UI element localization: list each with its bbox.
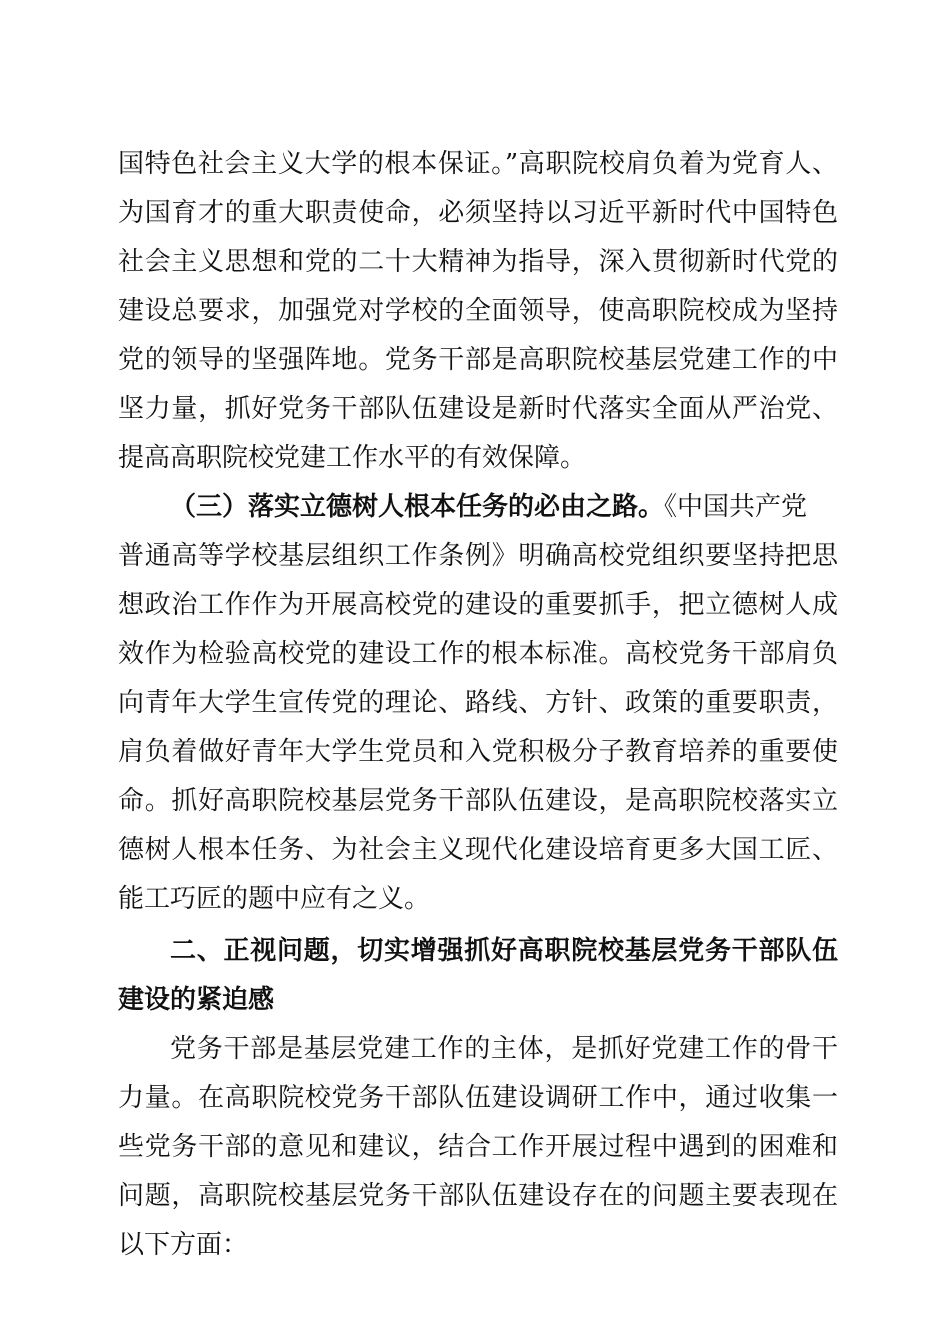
heading-line: 二、正视问题，切实增强抓好高职院校基层党务干部队伍 (170, 936, 838, 966)
text-line: 党的领导的坚强阵地。党务干部是高职院校基层党建工作的中 (118, 345, 838, 375)
paragraph-lead: （三）落实立德树人根本任务的必由之路。 (170, 492, 665, 522)
text-line (170, 485, 838, 529)
text-line: 普通高等学校基层组织工作条例》明确高校党组织要坚持把思 (118, 541, 838, 571)
text-line: 以下方面： (118, 1230, 249, 1260)
text-line: 向青年大学生宣传党的理论、路线、方针、政策的重要职责， (118, 688, 838, 718)
text-line: 建设总要求，加强党对学校的全面领导，使高职院校成为坚持 (118, 296, 838, 326)
text-line: 党务干部是基层党建工作的主体，是抓好党建工作的骨干 (170, 1034, 838, 1064)
text-line: 些党务干部的意见和建议，结合工作开展过程中遇到的困难和 (118, 1132, 838, 1162)
text-line: 力量。在高职院校党务干部队伍建设调研工作中，通过收集一 (118, 1083, 838, 1113)
text-line: 能工巧匠的题中应有之义。 (118, 884, 431, 914)
text-span: 《中国共产党 (664, 492, 808, 522)
text-line: 效作为检验高校党的建设工作的根本标准。高校党务干部肩负 (118, 639, 838, 669)
heading-line: 建设的紧迫感 (118, 985, 275, 1015)
text-line: 德树人根本任务、为社会主义现代化建设培育更多大国工匠、 (118, 835, 838, 865)
text-line: 肩负着做好青年大学生党员和入党积极分子教育培养的重要使 (118, 737, 838, 767)
text-line: 命。抓好高职院校基层党务干部队伍建设，是高职院校落实立 (118, 786, 838, 816)
text-line: 坚力量，抓好党务干部队伍建设是新时代落实全面从严治党、 (118, 394, 838, 424)
text-line: 为国育才的重大职责使命，必须坚持以习近平新时代中国特色 (118, 198, 838, 228)
text-line: 问题，高职院校基层党务干部队伍建设存在的问题主要表现在 (118, 1181, 838, 1211)
text-line: 社会主义思想和党的二十大精神为指导，深入贯彻新时代党的 (118, 247, 838, 277)
text-line: 国特色社会主义大学的根本保证。”高职院校肩负着为党育人、 (118, 149, 838, 179)
text-line: 提高高职院校党建工作水平的有效保障。 (118, 443, 587, 473)
text-line: 想政治工作作为开展高校党的建设的重要抓手，把立德树人成 (118, 590, 838, 620)
